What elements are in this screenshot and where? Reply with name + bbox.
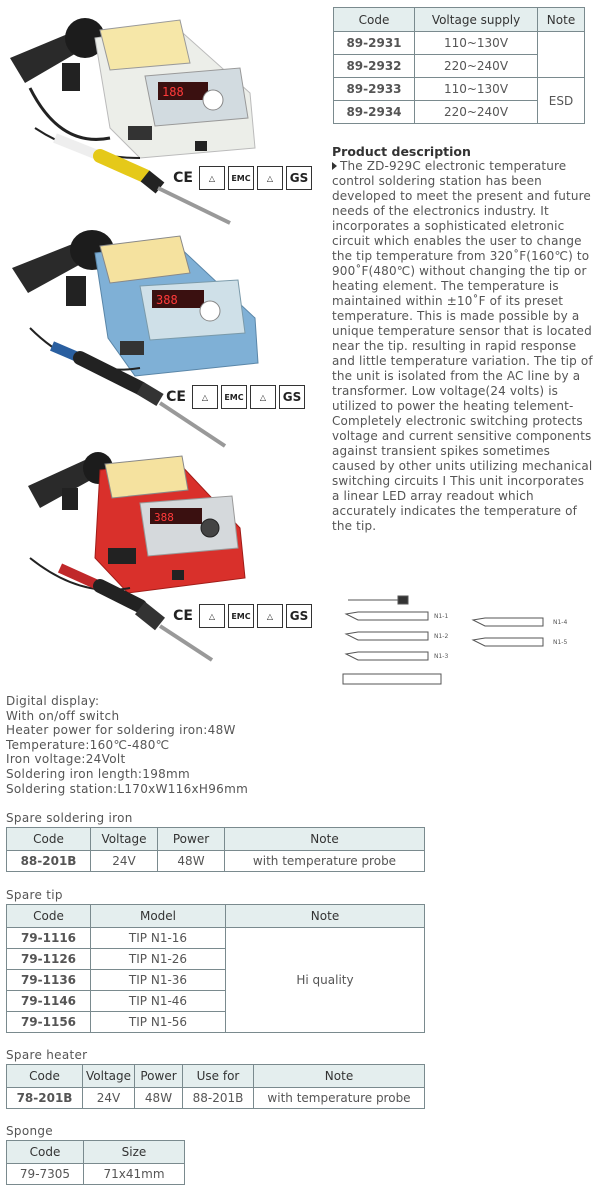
cell-code: 89-2933	[334, 78, 415, 101]
cell-code: 79-7305	[7, 1164, 84, 1185]
feature-item: Soldering iron length:198mm	[6, 766, 191, 781]
ce-logo-1: CE	[173, 170, 193, 186]
cell-power: 48W	[158, 851, 225, 872]
product-image-white-station	[0, 8, 325, 228]
feature-item: Temperature:160℃-480℃	[6, 737, 170, 752]
cell-model: TIP N1-26	[91, 949, 226, 970]
header-code: Code	[7, 1141, 84, 1164]
spare-heater-table	[6, 1064, 425, 1109]
safety-icon: △	[250, 385, 276, 409]
header-note: Note	[254, 1065, 425, 1088]
header-power: Power	[158, 828, 225, 851]
description-body: The ZD-929C electronic temperature control soldering station has been developed to meet the present and future needs of the electronics industry. It incorporates a sophisticated eletronic circuit which enables the user to change the tip temperature from 320˚F(160℃) to 900˚F(480℃) without changing the tip or heating element. The temperature is maintained within ±10˚F of its preset temperature. This is made possible by a unique temperature sensor that is located near the tip. resulting in rapid response and little temperature variation. The tip of the unit is isolated from the AC line by a transformer. Low voltage(24 volts) is utilized to power the heating telement-Completely electronic switching protects voltage and current sensitive components against transient spikes sometimes caused by other units utilizing mechanical switching circuits I This unit incorporates a linear LED array readout which accurately indicates the temperature of the tip.	[332, 159, 593, 533]
cell-model: TIP N1-46	[91, 991, 226, 1012]
emc-logo: EMC	[228, 604, 254, 628]
table-header-row	[7, 1141, 185, 1164]
gs-logo-1: GS	[286, 166, 312, 190]
header-model: Model	[91, 905, 226, 928]
model-spec-table	[333, 7, 585, 124]
header-use-for: Use for	[183, 1065, 254, 1088]
spare-iron-title: Spare soldering iron	[6, 811, 133, 825]
cell-note: with temperature probe	[225, 851, 425, 872]
table-row	[7, 1164, 185, 1185]
bullet-arrow-icon	[332, 162, 337, 170]
header-power: Power	[135, 1065, 183, 1088]
cell-code: 89-2931	[334, 32, 415, 55]
cell-code: 79-1136	[7, 970, 91, 991]
feature-item: Digital display:	[6, 694, 100, 708]
cell-model: TIP N1-56	[91, 1012, 226, 1033]
feature-item: Soldering station:L170xW116xH96mm	[6, 781, 249, 796]
table-row	[334, 32, 585, 55]
spare-iron-table	[6, 827, 425, 872]
feature-list	[6, 694, 248, 796]
header-note: Note	[226, 905, 425, 928]
table-row	[7, 851, 425, 872]
cell-code: 89-2934	[334, 101, 415, 124]
feature-item: Iron voltage:24Volt	[6, 752, 126, 767]
cell-code: 78-201B	[7, 1088, 83, 1109]
certification-logos-2	[163, 385, 305, 409]
cell-voltage: 110~130V	[415, 78, 538, 101]
header-note: Note	[225, 828, 425, 851]
gs-logo-2: GS	[279, 385, 305, 409]
cell-voltage: 24V	[91, 851, 158, 872]
feature-item: Heater power for soldering iron:48W	[6, 723, 236, 738]
tip-label-n1-3: N1-3	[434, 653, 449, 660]
cell-model: TIP N1-16	[91, 928, 226, 949]
product-image-blue-station	[0, 228, 325, 458]
certification-logos-3	[170, 604, 312, 628]
safety-icon: △	[257, 166, 283, 190]
cell-voltage: 220~240V	[415, 101, 538, 124]
cell-size: 71x41mm	[84, 1164, 185, 1185]
cell-code: 79-1116	[7, 928, 91, 949]
cell-code: 79-1156	[7, 1012, 91, 1033]
emc-logo: EMC	[228, 166, 254, 190]
cell-voltage: 110~130V	[415, 32, 538, 55]
tip-diagram	[338, 590, 598, 690]
ce-logo-2: CE	[166, 389, 186, 405]
header-voltage: Voltage	[83, 1065, 135, 1088]
header-voltage: Voltage	[91, 828, 158, 851]
table-row	[334, 78, 585, 101]
cell-note: with temperature probe	[254, 1088, 425, 1109]
spare-tip-title: Spare tip	[6, 888, 63, 902]
table-row	[7, 928, 425, 949]
cell-note: Hi quality	[226, 928, 425, 1033]
header-code: Code	[334, 8, 415, 32]
safety-icon: △	[199, 604, 225, 628]
svg-text:388: 388	[154, 511, 174, 524]
cell-code: 89-2932	[334, 55, 415, 78]
cell-code: 88-201B	[7, 851, 91, 872]
ce-logo-3: CE	[173, 608, 193, 624]
cell-voltage: 24V	[83, 1088, 135, 1109]
safety-icon: △	[199, 166, 225, 190]
header-code: Code	[7, 1065, 83, 1088]
cell-use-for: 88-201B	[183, 1088, 254, 1109]
sponge-table	[6, 1140, 185, 1185]
header-voltage: Voltage supply	[415, 8, 538, 32]
header-code: Code	[7, 828, 91, 851]
certification-logos-1	[170, 166, 312, 190]
table-header-row	[7, 905, 425, 928]
svg-text:188: 188	[162, 85, 184, 99]
cell-model: TIP N1-36	[91, 970, 226, 991]
cell-code: 79-1146	[7, 991, 91, 1012]
spare-tip-table	[6, 904, 425, 1033]
tip-label-n1-2: N1-2	[434, 633, 449, 640]
cell-note-esd: ESD	[538, 78, 585, 124]
description-body-wrap	[332, 159, 594, 534]
feature-item: With on/off switch	[6, 708, 120, 723]
gs-logo-3: GS	[286, 604, 312, 628]
table-header-row	[7, 828, 425, 851]
header-note: Note	[538, 8, 585, 32]
table-header-row	[7, 1065, 425, 1088]
tip-label-n1-5: N1-5	[553, 639, 568, 646]
tip-label-n1-4: N1-4	[553, 619, 568, 626]
cell-code: 79-1126	[7, 949, 91, 970]
spare-heater-title: Spare heater	[6, 1048, 88, 1062]
cell-voltage: 220~240V	[415, 55, 538, 78]
tip-label-n1-1: N1-1	[434, 613, 449, 620]
svg-text:388: 388	[156, 293, 178, 307]
sponge-title: Sponge	[6, 1124, 53, 1138]
emc-logo: EMC	[221, 385, 247, 409]
cell-power: 48W	[135, 1088, 183, 1109]
header-size: Size	[84, 1141, 185, 1164]
product-description	[332, 144, 594, 534]
header-code: Code	[7, 905, 91, 928]
table-row	[7, 1088, 425, 1109]
safety-icon: △	[257, 604, 283, 628]
safety-icon: △	[192, 385, 218, 409]
description-title: Product description	[332, 144, 471, 159]
table-header-row	[334, 8, 585, 32]
cell-note	[538, 32, 585, 78]
product-image-red-station	[0, 448, 325, 678]
